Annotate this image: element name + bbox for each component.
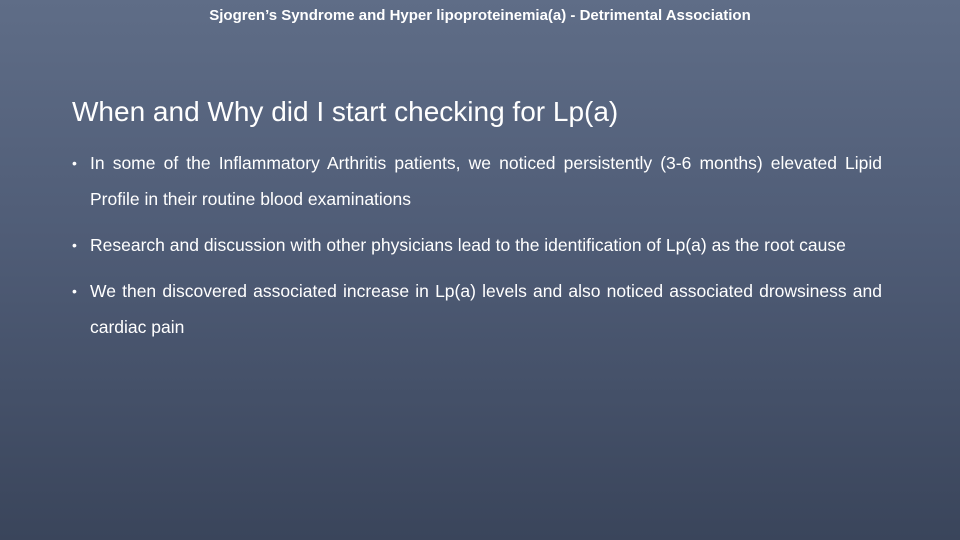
bullet-text: We then discovered associated increase in Lp(a) levels and also noticed associated drowsiness and cardiac pain <box>90 281 882 337</box>
presentation-title: Sjogren’s Syndrome and Hyper lipoproteinemia(a) - Detrimental Association <box>209 7 751 24</box>
bullet-item <box>72 273 882 345</box>
bullet-list <box>72 145 882 355</box>
slide-heading: When and Why did I start checking for Lp(a) <box>72 96 619 127</box>
bullet-text: In some of the Inflammatory Arthritis patients, we noticed persistently (3-6 months) elevated Lipid Profile in their routine blood examinations <box>90 153 882 209</box>
bullet-icon: • <box>72 283 77 299</box>
bullet-icon: • <box>72 155 77 171</box>
bullet-item <box>72 227 882 263</box>
bullet-item <box>72 145 882 217</box>
bullet-icon: • <box>72 237 77 253</box>
bullet-text: Research and discussion with other physicians lead to the identification of Lp(a) as the root cause <box>90 235 846 255</box>
